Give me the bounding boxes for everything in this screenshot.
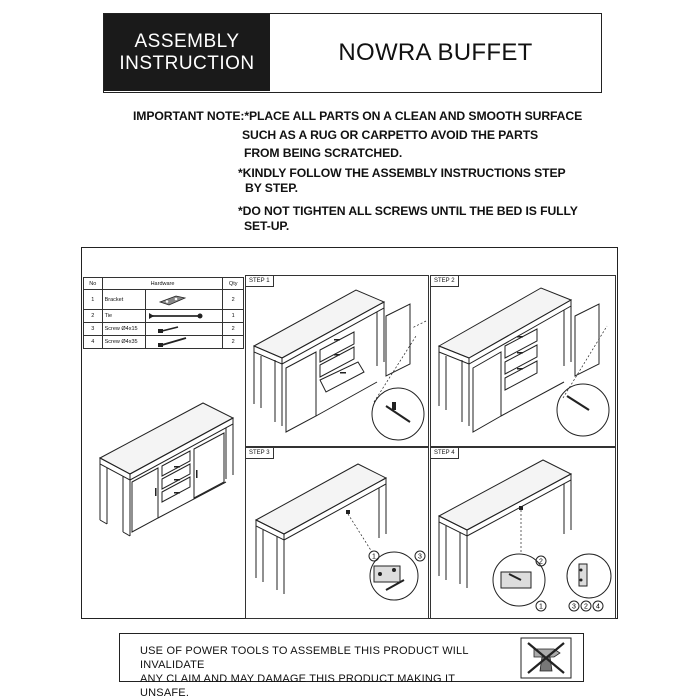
header-qty: Qty — [223, 278, 244, 290]
step-1-box — [245, 275, 429, 447]
step-3-box — [245, 447, 429, 619]
badge-line-1: ASSEMBLY — [134, 30, 240, 52]
document-title: NOWRA BUFFET — [338, 38, 533, 66]
step-4-box — [430, 447, 616, 619]
note-line-5: BY STEP. — [245, 181, 298, 195]
row-no: 1 — [84, 290, 103, 310]
step-1-label: STEP 1 — [246, 276, 274, 287]
step-2-label: STEP 2 — [431, 276, 459, 287]
row-no: 3 — [84, 323, 103, 336]
row-qty: 2 — [223, 336, 244, 349]
footer-line-1: USE OF POWER TOOLS TO ASSEMBLE THIS PRODUCT WILL INVALIDATE — [140, 645, 469, 671]
note-line-4: *KINDLY FOLLOW THE ASSEMBLY INSTRUCTIONS STEP — [238, 166, 566, 180]
tie-icon — [146, 310, 223, 323]
step-4-label: STEP 4 — [431, 448, 459, 459]
step4-callout-a-text: 2 — [539, 558, 543, 566]
note-line-3: FROM BEING SCRATCHED. — [244, 146, 403, 160]
step3-callout-a-text: 1 — [372, 553, 376, 561]
row-name: Tie — [102, 310, 146, 323]
step3-callout-b-text: 3 — [418, 553, 422, 561]
row-no: 4 — [84, 336, 103, 349]
badge-line-2: INSTRUCTION — [119, 52, 255, 74]
buffet-overview-illustration — [95, 400, 235, 540]
step4-callout-b-text: 1 — [539, 603, 543, 611]
step-3-label: STEP 3 — [246, 448, 274, 459]
row-qty: 2 — [223, 323, 244, 336]
row-name: Bracket — [102, 290, 146, 310]
step-2-box — [430, 275, 616, 447]
row-qty: 1 — [223, 310, 244, 323]
bracket-icon — [146, 290, 223, 310]
hardware-table-header — [84, 278, 244, 290]
note-line-7: SET-UP. — [244, 219, 290, 233]
header-no: No — [84, 278, 103, 290]
table-row — [84, 290, 244, 310]
note-line-2: SUCH AS A RUG OR CARPETTO AVOID THE PARTS — [242, 128, 539, 142]
table-row — [84, 310, 244, 323]
table-row — [84, 323, 244, 336]
no-power-tools-icon — [520, 637, 572, 679]
note-line-6: *DO NOT TIGHTEN ALL SCREWS UNTIL THE BED IS FULLY — [238, 204, 578, 218]
footer-warning-text — [140, 644, 500, 700]
footer-line-2: ANY CLAIM AND MAY DAMAGE THIS PRODUCT MAKING IT UNSAFE. — [140, 673, 456, 699]
step4-callout-d-text: 2 — [584, 603, 588, 611]
long-screw-icon — [146, 336, 223, 349]
row-name: Screw Ø4x35 — [102, 336, 146, 349]
hardware-table — [83, 277, 244, 349]
step4-callout-e-text: 4 — [596, 603, 600, 611]
header-hardware: Hardware — [102, 278, 223, 290]
note-line-1: IMPORTANT NOTE:*PLACE ALL PARTS ON A CLEAN AND SMOOTH SURFACE — [133, 109, 583, 123]
row-no: 2 — [84, 310, 103, 323]
step4-callout-c-text: 3 — [572, 603, 576, 611]
short-screw-icon — [146, 323, 223, 336]
row-name: Screw Ø4x15 — [102, 323, 146, 336]
row-qty: 2 — [223, 290, 244, 310]
assembly-instruction-badge — [104, 14, 270, 91]
table-row — [84, 336, 244, 349]
